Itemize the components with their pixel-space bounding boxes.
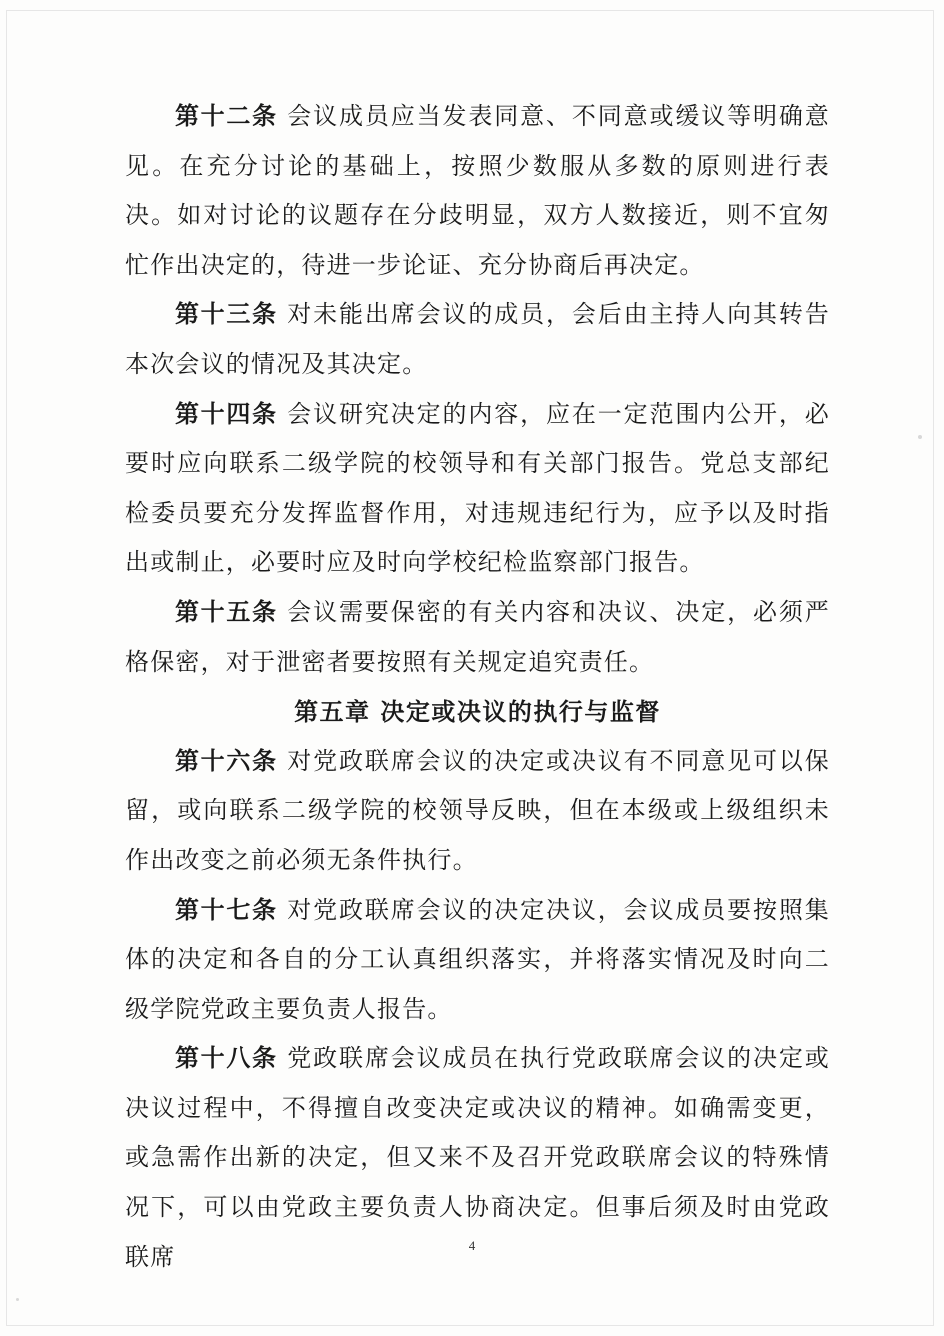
scan-speck bbox=[16, 1298, 19, 1301]
chapter-heading: 第五章 决定或决议的执行与监督 bbox=[294, 697, 661, 727]
article-12-text: 会议成员应当发表同意、不同意或缓议等明确意见。在充分讨论的基础上，按照少数服从多数的原则进行表决。如对讨论的议题存在分歧明显，双方人数接近，则不宜匆忙作出决定的，待进一步论证、充分协商后再决定。 bbox=[125, 102, 830, 279]
scan-speck bbox=[918, 435, 922, 439]
article-12 bbox=[125, 92, 830, 290]
article-16-number: 第十六条 bbox=[175, 746, 278, 775]
article-15-number: 第十五条 bbox=[175, 597, 278, 626]
article-15-text: 会议需要保密的有关内容和决议、决定，必须严格保密，对于泄密者要按照有关规定追究责任。 bbox=[125, 597, 830, 676]
article-12-number: 第十二条 bbox=[175, 102, 278, 130]
article-16 bbox=[125, 737, 830, 886]
article-15 bbox=[125, 588, 830, 687]
article-13 bbox=[125, 290, 830, 389]
article-18-text: 党政联席会议成员在执行党政联席会议的决定或决议过程中，不得擅自改变决定或决议的精神。如确需变更，或急需作出新的决定，但又来不及召开党政联席会议的特殊情况下，可以由党政主要负责人协商决定。但事后须及时由党政联席 bbox=[125, 1044, 830, 1271]
article-14-number: 第十四条 bbox=[175, 399, 278, 428]
article-17-text: 对党政联席会议的决定决议，会议成员要按照集体的决定和各自的分工认真组织落实，并将落实情况及时向二级学院党政主要负责人报告。 bbox=[125, 895, 830, 1023]
article-14 bbox=[125, 390, 830, 588]
article-17 bbox=[125, 886, 830, 1035]
article-14-text: 会议研究决定的内容，应在一定范围内公开，必要时应向联系二级学院的校领导和有关部门报告。党总支部纪检委员要充分发挥监督作用，对违规违纪行为，应予以及时指出或制止，必要时应及时向学校纪检监察部门报告。 bbox=[125, 399, 830, 577]
article-13-text: 对未能出席会议的成员，会后由主持人向其转告本次会议的情况及其决定。 bbox=[125, 300, 830, 378]
article-16-text: 对党政联席会议的决定或决议有不同意见可以保留，或向联系二级学院的校领导反映，但在本级或上级组织未作出改变之前必须无条件执行。 bbox=[125, 746, 830, 874]
article-18-number: 第十八条 bbox=[175, 1044, 278, 1073]
article-17-number: 第十七条 bbox=[175, 895, 278, 924]
document-body bbox=[125, 92, 830, 1282]
article-13-number: 第十三条 bbox=[175, 300, 278, 329]
page-number: 4 bbox=[468, 1238, 476, 1253]
